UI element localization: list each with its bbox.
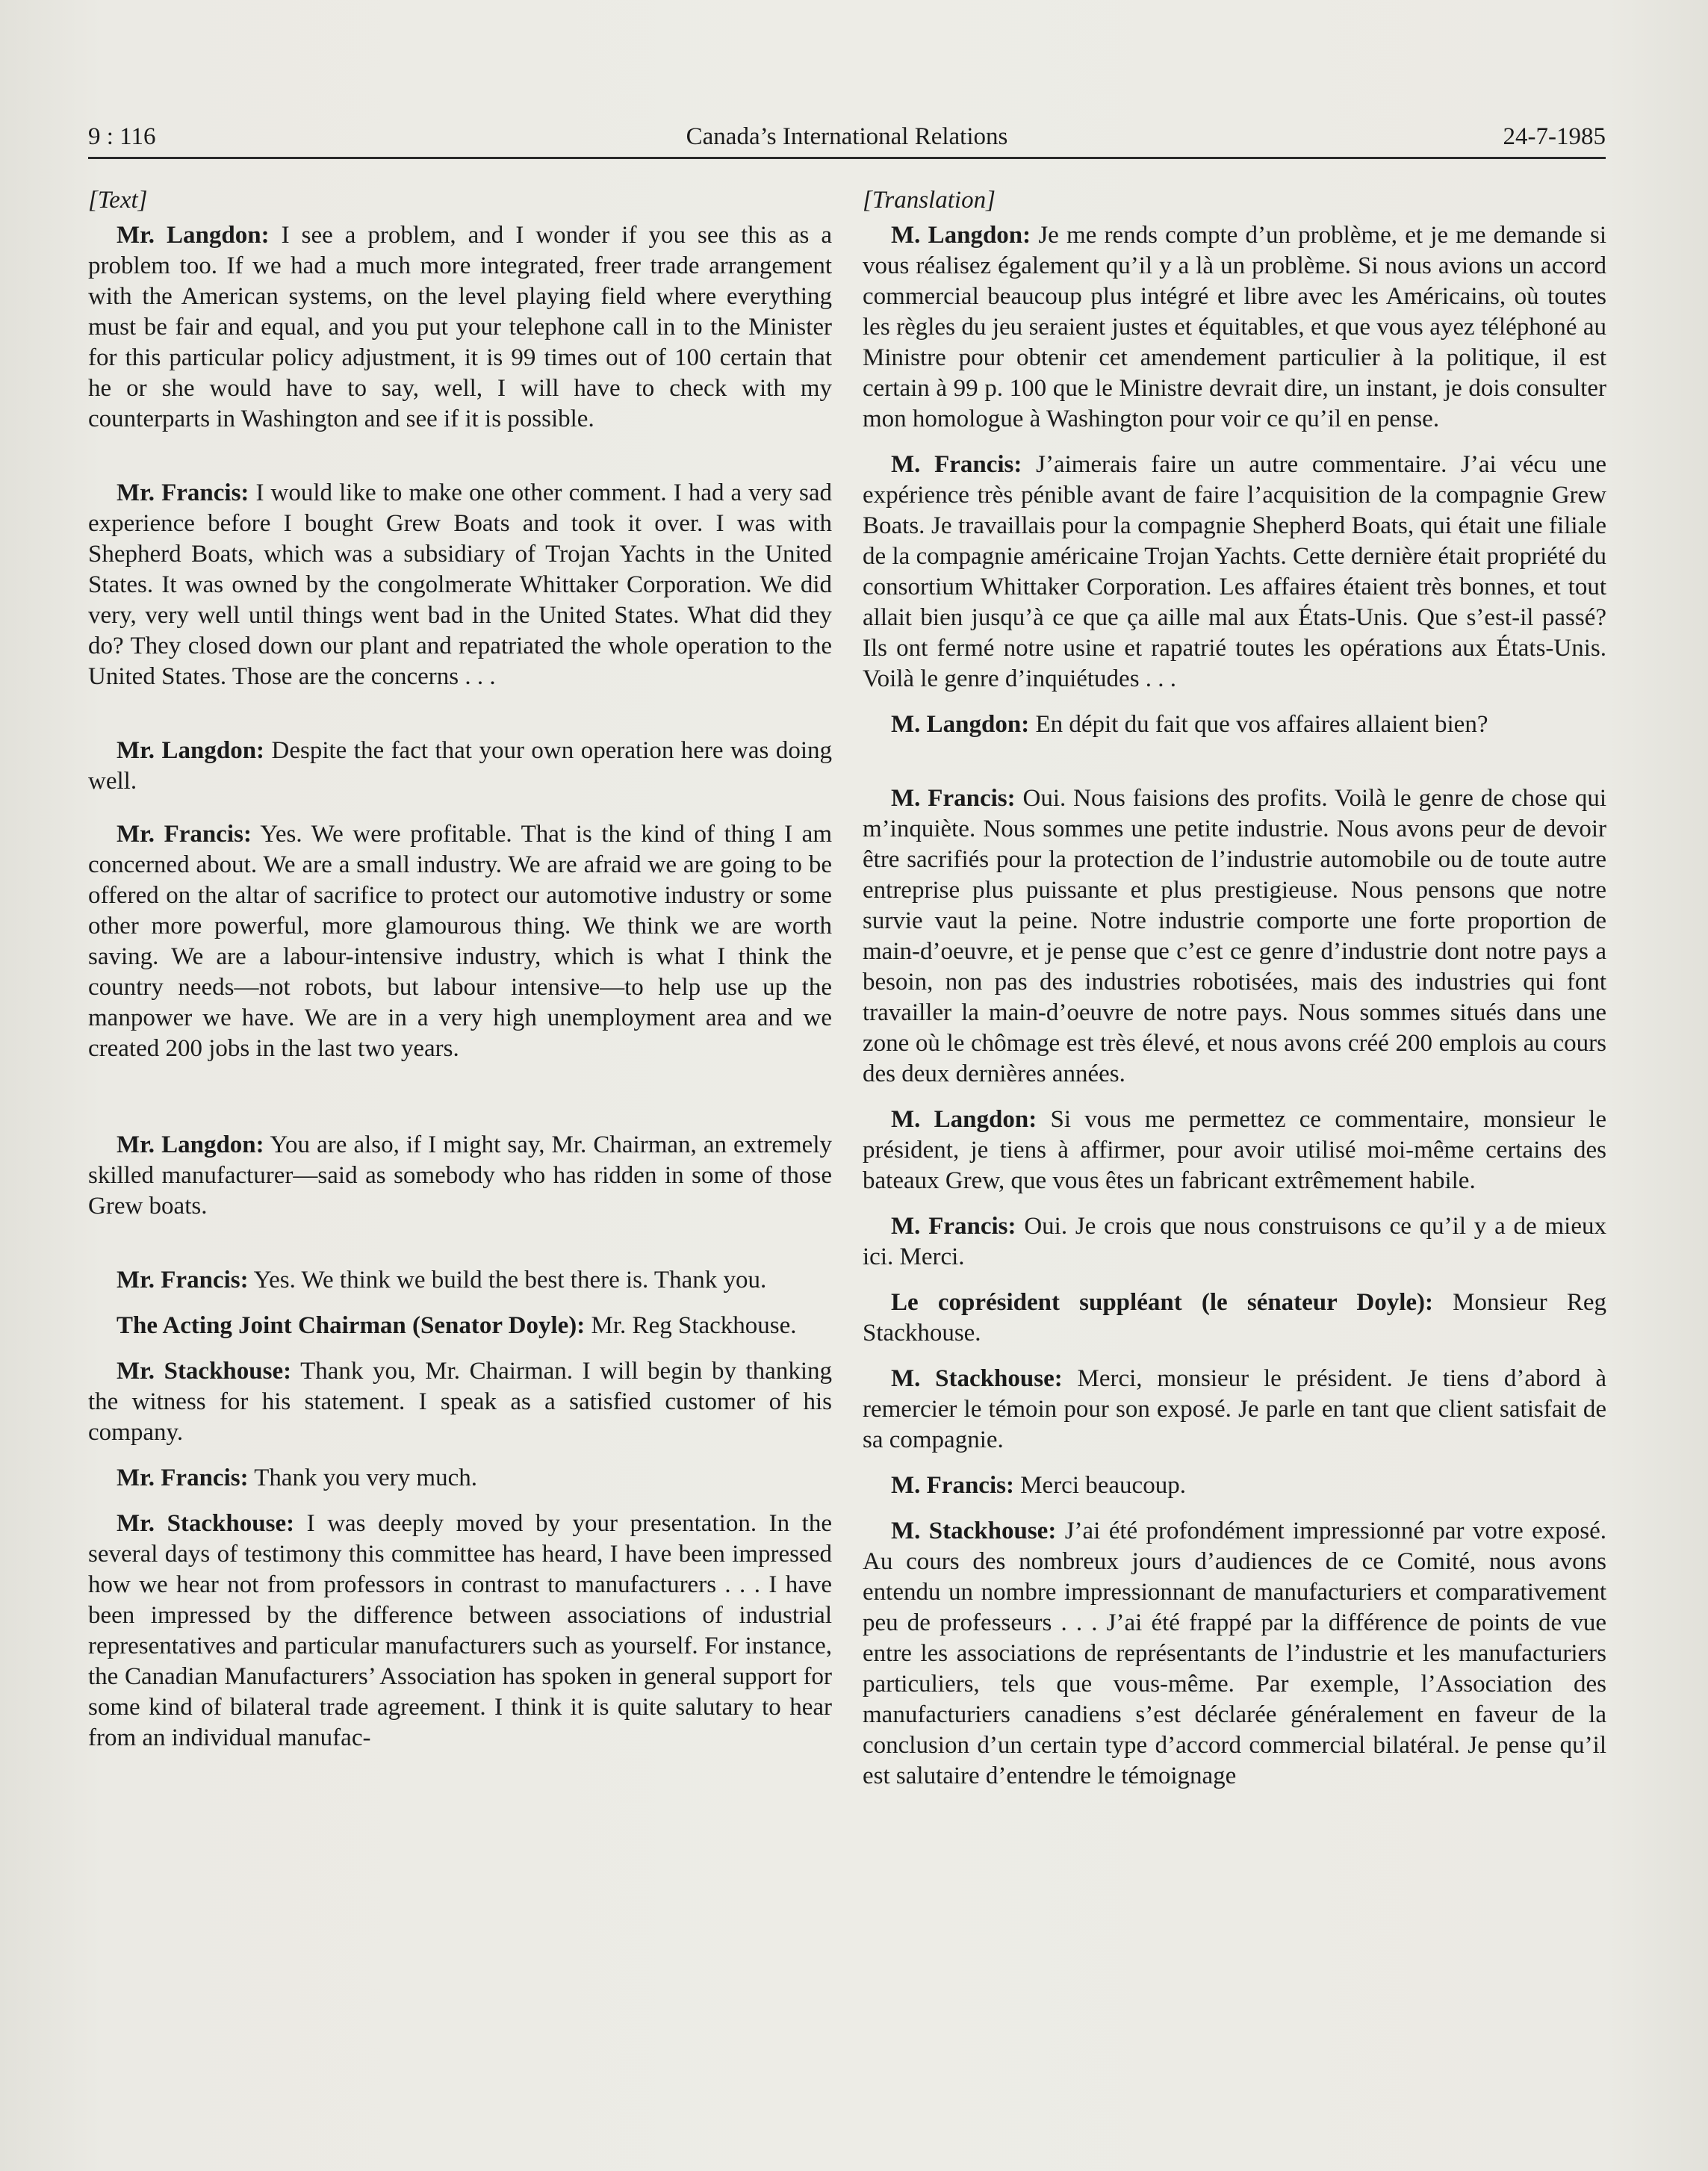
- paragraph-text: I see a problem, and I wonder if you see this as a problem too. If we had a much more integrated, freer trade arrangement with the American systems, on the level playing field where everything must be fair and equal, and you put your telephone call in to the Minister for this particular policy adjustment, it is 99 times out of 100 certain that he or she would have to say, well, I will have to check with my counterparts in Washington and see if it is possible.: [88, 222, 832, 432]
- speaker-name: Mr. Stackhouse:: [117, 1358, 292, 1385]
- speaker-name: M. Stackhouse:: [891, 1365, 1063, 1392]
- paragraph-text: En dépit du fait que vos affaires allaient bien?: [1029, 711, 1488, 738]
- speaker-name: M. Francis:: [891, 1472, 1014, 1499]
- speaker-name: M. Langdon:: [891, 711, 1030, 738]
- paragraph: [88, 1311, 832, 1341]
- paragraph-text: Merci, monsieur le président. Je tiens d’abord à remercier le témoin pour son exposé. Je parle en tant que client satisfait de sa compagnie.: [863, 1365, 1606, 1453]
- speaker-name: M. Stackhouse:: [891, 1518, 1057, 1544]
- paragraph: [863, 1470, 1606, 1501]
- paragraph: [863, 1516, 1606, 1792]
- paragraph: [863, 220, 1606, 435]
- paragraph: [88, 1356, 832, 1448]
- french-column: [863, 185, 1606, 1792]
- paragraph-text: J’aimerais faire un autre commentaire. J’ai vécu une expérience très pénible avant de faire l’acquisition de la compagnie Grew Boats. Je travaillais pour la compagnie Shepherd Boats, qui était une filiale de la compagnie américaine Trojan Yachts. Cette dernière était propriété du consortium Whittaker Corporation. Les affaires étaient très bonnes, et tout allait bien jusqu’à ce que ça aille mal aux États-Unis. Que s’est-il passé? Ils ont fermé notre usine et rapatrié toutes les opérations aux États-Unis. Voilà le genre d’inquiétudes . . .: [863, 451, 1607, 692]
- paragraph: [88, 1509, 832, 1754]
- paragraph-text: Yes. We were profitable. That is the kind of thing I am concerned about. We are a small industry. We are afraid we are going to be offered on the altar of sacrifice to protect our automotive industry or some other more powerful, more glamourous thing. We think we are worth saving. We are a labour-intensive industry, which is what I think the country needs—not robots, but labour intensive—to help use up the manpower we have. We are in a very high unemployment area and we created 200 jobs in the last two years.: [88, 821, 832, 1062]
- header-date: 24-7-1985: [1503, 123, 1606, 150]
- paragraph-text: Thank you, Mr. Chairman. I will begin by thanking the witness for his statement. I speak as a satisfied customer of his company.: [88, 1358, 832, 1446]
- header-title: Canada’s International Relations: [686, 123, 1008, 150]
- paragraph-text: I was deeply moved by your presentation. In the several days of testimony this committee has heard, I have been impressed how we hear not from professors in contrast to manufacturers . . . I have been impressed by the difference between associations of industrial representatives and particular manufacturers such as yourself. For instance, the Canadian Manufacturers’ Association has spoken in general support for some kind of bilateral trade agreement. I think it is quite salutary to hear from an individual manufac-: [88, 1510, 832, 1751]
- speaker-name: M. Francis:: [891, 785, 1016, 812]
- paragraph-text: Despite the fact that your own operation here was doing well.: [88, 737, 832, 795]
- paragraph: [863, 783, 1606, 1090]
- speaker-name: Mr. Stackhouse:: [117, 1510, 295, 1537]
- speaker-name: M. Francis:: [891, 451, 1022, 478]
- paragraph-text: Yes. We think we build the best there is. Thank you.: [248, 1267, 767, 1293]
- speaker-name: Mr. Francis:: [117, 1267, 249, 1293]
- speaker-name: Mr. Francis:: [117, 479, 249, 506]
- paragraph: [88, 1265, 832, 1296]
- paragraph: [863, 1105, 1606, 1196]
- speaker-name: Mr. Langdon:: [117, 222, 270, 249]
- paragraph-text: J’ai été profondément impressionné par votre exposé. Au cours des nombreux jours d’audiences de ce Comité, nous avons entendu un nombre impressionnant de manufacturiers et comparativement peu de professeurs . . . J’ai été frappé par la différence de points de vue entre les associations de représentants de l’industrie et les manufacturiers particuliers, tels que vous-même. Par exemple, l’Association des manufacturiers canadiens s’est déclarée généralement en faveur de la conclusion d’un certain type d’accord commercial bilatéral. Je pense qu’il est salutaire d’entendre le témoignage: [863, 1518, 1606, 1789]
- paragraph: [863, 450, 1606, 695]
- english-column: [88, 185, 832, 1754]
- section-label-translation: [Translation]: [863, 187, 996, 214]
- header-page-number: 9 : 116: [88, 123, 156, 150]
- section-label-text: [Text]: [88, 187, 148, 214]
- paragraph: [88, 1463, 832, 1494]
- paragraph-text: Thank you very much.: [248, 1465, 477, 1491]
- speaker-name: Mr. Langdon:: [117, 737, 265, 764]
- speaker-name: M. Langdon:: [891, 222, 1031, 249]
- page-header: [88, 112, 1606, 159]
- paragraph: [863, 1211, 1606, 1273]
- paragraph-text: Mr. Reg Stackhouse.: [585, 1312, 797, 1339]
- paragraph-text: Si vous me permettez ce commentaire, monsieur le président, je tiens à affirmer, pour avoir utilisé moi-même certains des bateaux Grew, que vous êtes un fabricant extrêmement habile.: [863, 1106, 1606, 1194]
- speaker-name: M. Langdon:: [891, 1106, 1037, 1133]
- paragraph: [863, 1364, 1606, 1456]
- paragraph: [88, 220, 832, 435]
- speaker-name: Le coprésident suppléant (le sénateur Doyle):: [891, 1289, 1434, 1316]
- speaker-name: The Acting Joint Chairman (Senator Doyle):: [117, 1312, 586, 1339]
- paragraph-text: Je me rends compte d’un problème, et je me demande si vous réalisez également qu’il y a là un problème. Si nous avions un accord commercial beaucoup plus intégré et libre avec les Américains, où toutes les règles du jeu seraient justes et équitables, et que vous ayez téléphoné au Ministre pour obtenir cet amendement particulier à la politique, il est certain à 99 p. 100 que le Ministre devrait dire, un instant, je dois consulter mon homologue à Washington pour voir ce qu’il en pense.: [863, 222, 1606, 432]
- paragraph: [88, 819, 832, 1064]
- paragraph: [863, 1288, 1606, 1349]
- paragraph: [863, 709, 1606, 740]
- speaker-name: Mr. Langdon:: [117, 1131, 264, 1158]
- paragraph-text: Oui. Nous faisions des profits. Voilà le genre de chose qui m’inquiète. Nous sommes une petite industrie. Nous avons peur de devoir être sacrifiés pour la protection de l’industrie automobile ou de toute autre entreprise plus puissante et plus prestigieuse. Nous pensons que notre survie vaut la peine. Notre industrie comporte une forte proportion de main-d’oeuvre, et je pense que c’est ce genre d’industrie dont notre pays a besoin, non pas des industries robotisées, mais des industries qui font travailler la main-d’oeuvre de notre pays. Nous sommes situés dans une zone où le chômage est très élevé, et nous avons créé 200 emplois au cours des deux dernières années.: [863, 785, 1607, 1087]
- speaker-name: M. Francis:: [891, 1213, 1016, 1240]
- paragraph-text: I would like to make one other comment. I had a very sad experience before I bought Grew Boats and took it over. I was with Shepherd Boats, which was a subsidiary of Trojan Yachts in the United States. It was owned by the congolmerate Whittaker Corporation. We did very, very well until things went bad in the United States. What did they do? They closed down our plant and repatriated the whole operation to the United States. Those are the concerns . . .: [88, 479, 832, 690]
- speaker-name: Mr. Francis:: [117, 821, 252, 848]
- paragraph: [88, 736, 832, 797]
- paragraph-text: Oui. Je crois que nous construisons ce qu’il y a de mieux ici. Merci.: [863, 1213, 1606, 1270]
- paragraph: [88, 478, 832, 692]
- speaker-name: Mr. Francis:: [117, 1465, 249, 1491]
- paragraph-text: You are also, if I might say, Mr. Chairman, an extremely skilled manufacturer—said as somebody who has ridden in some of those Grew boats.: [88, 1131, 832, 1220]
- paragraph-text: Monsieur Reg Stackhouse.: [863, 1289, 1606, 1347]
- paragraph-text: Merci beaucoup.: [1013, 1472, 1186, 1499]
- paragraph: [88, 1130, 832, 1222]
